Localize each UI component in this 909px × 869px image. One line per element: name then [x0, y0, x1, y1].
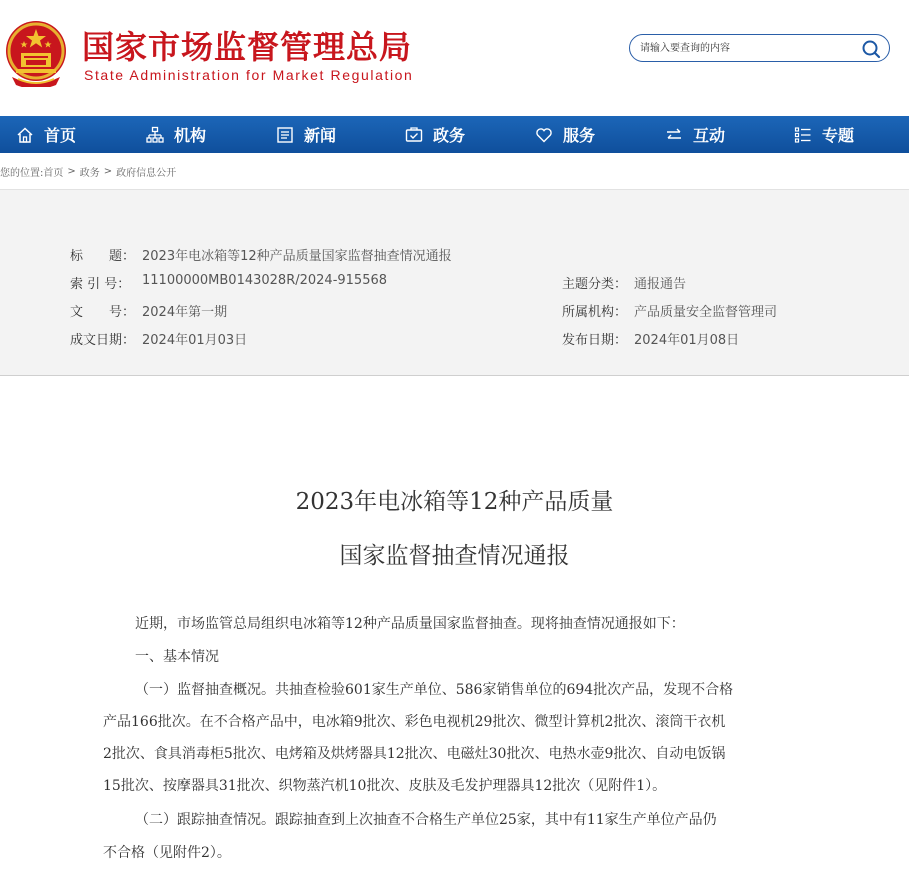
info-title-value: 2023年电冰箱等12种产品质量国家监督抽查情况通报 — [142, 249, 452, 264]
info-row-written-date — [70, 329, 247, 348]
breadcrumb-government-affairs[interactable]: 政务 — [79, 167, 100, 179]
info-category-label: 主题分类： — [562, 277, 628, 292]
body-line: 一、基本情况 — [135, 649, 219, 665]
search-input[interactable] — [640, 39, 855, 57]
body-line: （二）跟踪抽查情况。跟踪抽查到上次抽查不合格生产单位25家，其中有11家生产单位产品仍 — [135, 812, 717, 828]
info-organization-label: 所属机构： — [562, 305, 628, 320]
nav-label: 服务 — [563, 126, 596, 145]
nav-item-government-affairs[interactable] — [405, 116, 465, 153]
info-row-organization — [562, 301, 777, 320]
exchange-icon — [665, 126, 683, 144]
home-icon — [16, 126, 34, 144]
breadcrumb-separator: > — [67, 165, 76, 177]
government-affairs-icon — [405, 126, 423, 144]
breadcrumb-prefix: 您的位置: — [0, 167, 44, 179]
info-row-category — [562, 273, 686, 292]
nav-item-news[interactable] — [276, 116, 336, 153]
info-written-date-label: 成文日期： — [70, 333, 136, 348]
national-emblem-icon[interactable] — [4, 19, 68, 87]
body-line: 产品166批次。在不合格产品中，电冰箱9批次、彩色电视机29批次、微型计算机2批次、滚筒干衣机 — [103, 714, 726, 730]
site-header — [0, 0, 909, 116]
body-line: （一）监督抽查概况。共抽查检验601家生产单位、586家销售单位的694批次产品，发现不合格 — [135, 682, 734, 698]
nav-label: 互动 — [693, 126, 726, 145]
info-publish-date-label: 发布日期： — [562, 333, 628, 348]
info-index-value: 11100000MB0143028R/2024-915568 — [142, 273, 388, 288]
site-title[interactable]: 国家市场监督管理总局 — [82, 28, 413, 66]
breadcrumb-home[interactable]: 首页 — [43, 167, 64, 179]
info-publish-date-value: 2024年01月08日 — [634, 333, 740, 348]
info-title-label: 标 题： — [70, 249, 136, 264]
nav-label: 专题 — [822, 126, 855, 145]
nav-label: 新闻 — [304, 126, 337, 145]
org-chart-icon — [146, 126, 164, 144]
info-index-label: 索 引 号： — [70, 277, 131, 292]
breadcrumb — [0, 163, 176, 179]
info-category-value: 通报通告 — [634, 277, 687, 292]
body-line: 2批次、食具消毒柜5批次、电烤箱及烘烤器具12批次、电磁灶30批次、电热水壶9批次、自动电饭锅 — [103, 746, 726, 762]
body-line: 不合格（见附件2）。 — [103, 845, 231, 861]
search-icon[interactable] — [861, 39, 881, 59]
topics-icon — [794, 126, 812, 144]
main-nav — [0, 116, 909, 153]
info-row-publish-date — [562, 329, 739, 348]
breadcrumb-separator: > — [103, 165, 113, 177]
body-line: 近期，市场监管总局组织电冰箱等12种产品质量国家监督抽查。现将抽查情况通报如下： — [135, 616, 685, 632]
nav-label: 机构 — [174, 126, 207, 145]
article-title-line-1: 2023年电冰箱等12种产品质量 — [295, 489, 614, 515]
document-info-panel — [0, 189, 909, 376]
info-row-index — [70, 273, 387, 292]
info-row-doc-number — [70, 301, 227, 320]
info-row-title — [70, 245, 452, 264]
heart-icon — [535, 126, 553, 144]
info-doc-number-value: 2024年第一期 — [142, 305, 228, 320]
nav-item-interaction[interactable] — [665, 116, 725, 153]
news-icon — [276, 126, 294, 144]
nav-item-home[interactable] — [16, 116, 76, 153]
nav-item-topics[interactable] — [794, 116, 854, 153]
article-title-line-2: 国家监督抽查情况通报 — [339, 543, 570, 569]
nav-label: 政务 — [433, 126, 466, 145]
info-organization-value: 产品质量安全监督管理司 — [634, 305, 778, 320]
breadcrumb-gov-info-disclosure[interactable]: 政府信息公开 — [116, 167, 177, 179]
nav-item-organization[interactable] — [146, 116, 206, 153]
info-written-date-value: 2024年01月03日 — [142, 333, 248, 348]
info-doc-number-label: 文 号： — [70, 305, 136, 320]
nav-item-services[interactable] — [535, 116, 595, 153]
site-subtitle: State Administration for Market Regulation — [84, 67, 414, 83]
search-box — [629, 34, 890, 62]
body-line: 15批次、按摩器具31批次、织物蒸汽机10批次、皮肤及毛发护理器具12批次（见附件1）。 — [103, 778, 667, 794]
nav-label: 首页 — [44, 126, 77, 145]
